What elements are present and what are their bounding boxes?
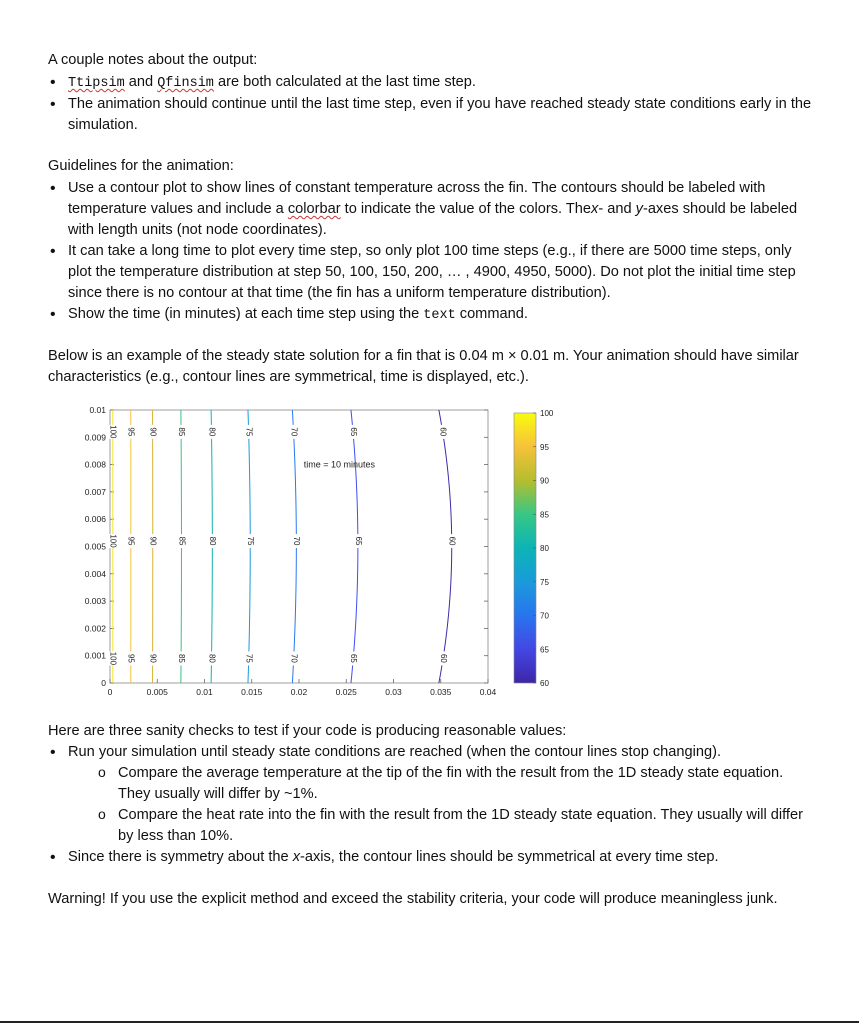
contour-label: 65 [349,653,359,663]
colorbar-tick-label: 90 [540,476,549,486]
word-colorbar: colorbar [287,201,341,217]
x-tick-label: 0.035 [430,687,452,697]
contour-label: 60 [438,427,448,437]
contour-plot [48,400,588,700]
contour-label: 60 [447,536,457,546]
contour-label: 85 [176,427,186,437]
list-item: • Run your simulation until steady state conditions are reached (when the contour lines stop changing). [48,742,818,763]
contour-label: 85 [177,536,187,546]
list-item: o Compare the average temperature at the tip of the fin with the result from the 1D steady state equation. They usually will differ by ~1%. [98,763,803,805]
contour-label: 75 [244,427,254,437]
list-item: o Compare the heat rate into the fin with the result from the 1D steady state equation. They usually will differ by less than 10%. [98,805,803,847]
time-annotation: time = 10 minutes [303,459,376,470]
x-tick-label: 0.015 [241,687,263,697]
x-tick-label: 0.03 [385,687,402,697]
list-item-text: - and [598,201,632,217]
guidelines-list [48,178,813,326]
y-tick-label: 0.007 [84,486,106,497]
list-item-text: command. [459,306,528,322]
sanity-list [48,742,818,763]
contour-label: 90 [148,653,158,663]
contour-label: 90 [148,427,158,437]
sanity-list-2 [48,847,818,868]
list-item-text: Use a contour plot to show lines of constant temperature across the fin. The contours should be labeled with temperature values and include a [68,180,766,217]
colorbar-tick-label: 65 [540,645,549,655]
colorbar-tick-label: 70 [540,611,549,621]
colorbar-tick-label: 100 [540,409,554,418]
y-tick-label: 0 [101,678,106,688]
x-tick-label: 0.02 [290,687,308,697]
colorbar-tick-label: 60 [540,679,549,688]
y-tick-label: 0.005 [84,541,106,552]
y-tick-label: 0.004 [84,568,106,579]
contour-label: 65 [353,536,363,546]
contour-label: 95 [126,536,136,546]
list-item [48,847,818,868]
contour-chart [48,400,588,700]
contour-label: 80 [207,427,217,437]
contour-label: 95 [126,427,136,437]
y-tick-label: 0.001 [84,650,106,661]
x-tick-label: 0.01 [196,687,213,697]
x-tick-label: 0.025 [335,687,357,697]
page-bottom-divider [0,1021,859,1023]
y-tick-label: 0.01 [89,405,106,415]
list-item-text: to indicate the value of the colors. The [344,201,592,217]
guidelines-title: Guidelines for the animation: [48,158,234,174]
contour-label: 75 [246,536,256,546]
contour-label: 95 [126,653,136,663]
example-paragraph: Below is an example of the steady state solution for a fin that is 0.04 m × 0.01 m. Your animation should have similar characteristics (e.g., contour lines are symmetrical, time is displayed, etc.). [48,348,799,385]
var-ttipsim: Ttipsim [68,76,125,91]
list-item-text: Show the time (in minutes) at each time step using the [68,306,420,322]
x-tick-label: 0.04 [479,687,497,697]
var-qfinsim: Qfinsim [157,76,214,91]
colorbar-tick-label: 75 [540,577,549,587]
y-tick-label: 0.009 [84,432,106,443]
sanity-title: Here are three sanity checks to test if your code is producing reasonable values: [48,723,567,739]
text-and: and [128,74,154,90]
x-tick-label: 0.005 [146,687,168,697]
y-tick-label: 0.002 [84,623,106,634]
contour-label: 100 [108,425,118,439]
y-tick-label: 0.006 [84,514,106,525]
list-item-text: Since there is symmetry about the [68,849,289,865]
x-tick-label: 0 [107,687,113,697]
list-item-text: -axis, the contour lines should be symmetrical at every time step. [299,849,719,865]
contour-label: 60 [438,653,448,663]
y-tick-label: 0.008 [84,459,106,470]
colorbar [514,413,536,683]
contour-label: 70 [292,536,302,546]
contour-label: 80 [208,536,218,546]
code-text: text [423,308,456,323]
colorbar-tick-label: 85 [540,510,549,520]
warning-paragraph: Warning! If you use the explicit method and exceed the stability criteria, your code will produce meaningless junk. [48,891,778,907]
list-item [48,178,813,241]
contour-label: 100 [108,651,118,666]
list-item-text: -axes should be labeled with length units (not node coordinates). [68,201,798,238]
list-item [48,72,818,94]
italic-y: y [635,201,643,217]
contour-label: 70 [289,427,299,437]
sanity-sublist [98,763,803,847]
list-item [48,304,813,326]
contour-label: 75 [244,653,254,663]
contour-label: 100 [108,534,118,548]
colorbar-tick-label: 95 [540,442,549,452]
italic-x: x [292,849,300,865]
notes-title: A couple notes about the output: [48,52,258,68]
y-tick-label: 0.003 [84,596,106,607]
colorbar-tick-label: 80 [540,544,549,553]
contour-label: 85 [176,653,186,663]
contour-label: 90 [148,536,158,546]
list-item-text: are both calculated at the last time step. [217,74,476,90]
contour-label: 80 [207,653,217,663]
notes-list [48,72,818,136]
italic-x: x [591,201,599,217]
list-item: • It can take a long time to plot every time step, so only plot 100 time steps (e.g., if there are 5000 time steps, only plot the temperature distribution at step 50, 100, 150, 200, … , 4900, 4950, 5000). Do not plot the initial time step since there is no contour at that time (the fin has a uniform temperature distribution). [48,241,813,304]
contour-label: 65 [348,427,358,437]
list-item: • The animation should continue until the last time step, even if you have reached steady state conditions early in the simulation. [48,94,818,136]
contour-label: 70 [289,653,299,663]
